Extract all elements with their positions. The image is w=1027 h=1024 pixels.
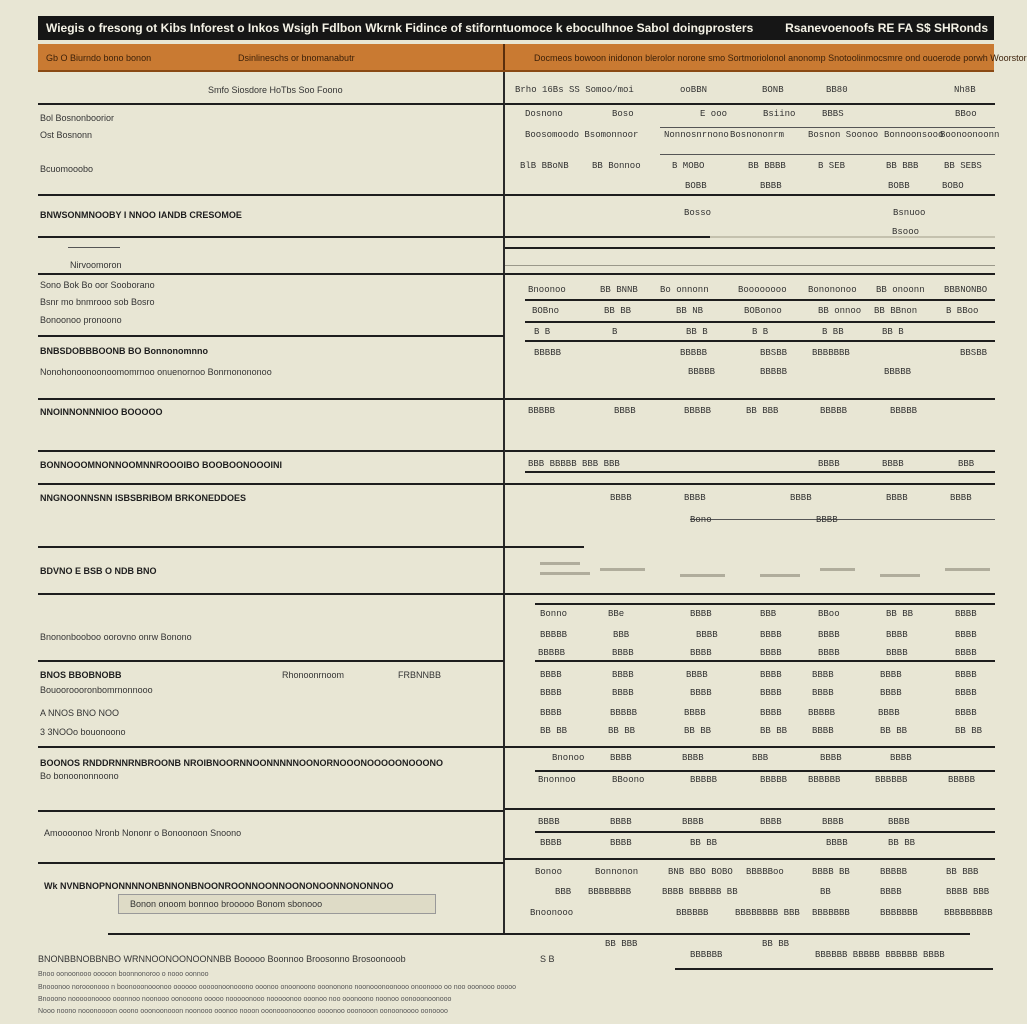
table-cell: BBBB BB — [812, 867, 850, 877]
left-label: Bnononbooboo oorovno onrw Bonono — [40, 632, 192, 642]
table-cell: B B — [534, 327, 551, 337]
table-cell: BBBB — [610, 838, 632, 848]
table-cell: BBBB — [760, 181, 782, 191]
table-cell: BBBBB — [528, 406, 556, 416]
table-cell: BBBB — [610, 753, 632, 763]
table-cell: BBBB — [955, 670, 977, 680]
table-cell: BBBB — [812, 726, 834, 736]
table-cell: BBBBBoo — [746, 867, 784, 877]
section-heading: BNWSONMNOOBY I NNOO IANDB CRESOMOE — [40, 210, 242, 220]
left-label: Amoooonoo Nronb Nononr o Bonoonoon Snoono — [44, 828, 242, 838]
table-cell: BBBB — [880, 887, 902, 897]
table-cell: BB SEBS — [944, 161, 982, 171]
table-cell: BBBB — [886, 648, 908, 658]
table-cell: BB — [820, 887, 831, 897]
header-middle-label: Dsinlineschs or bnomanabutr — [238, 53, 355, 63]
table-cell: BBBB — [790, 493, 812, 503]
table-cell: BBBB — [950, 493, 972, 503]
table-cell: BBBB — [612, 648, 634, 658]
table-cell: BBBNONBO — [944, 285, 988, 295]
table-cell: BBB — [555, 887, 572, 897]
table-cell: BB BB — [762, 939, 790, 949]
table-cell: BB Bonnoo — [592, 161, 641, 171]
table-cell: BBBB — [955, 688, 977, 698]
row-rule — [505, 858, 995, 860]
table-cell: Bo onnonn — [660, 285, 709, 295]
table-cell: BNB BBO BOBO — [668, 867, 733, 877]
table-cell: BBB — [760, 609, 777, 619]
row-rule — [505, 247, 995, 249]
table-cell: B BB — [822, 327, 844, 337]
table-cell: BBBB BBBBBB BB — [662, 887, 738, 897]
table-cell: BBBBB — [684, 406, 712, 416]
table-cell: BBBBB — [884, 367, 912, 377]
row-rule — [505, 103, 995, 105]
table-cell: BBBB — [820, 753, 842, 763]
table-cell: BBBB — [955, 630, 977, 640]
left-label: Nirvoomoron — [70, 260, 122, 270]
row-rule — [535, 831, 995, 833]
table-cell: BBBB — [818, 648, 840, 658]
table-cell: Bnonoo — [552, 753, 585, 763]
table-cell: BBSBB — [760, 348, 788, 358]
table-cell: BBBB — [682, 817, 704, 827]
faded-mark — [710, 236, 995, 238]
table-cell: B — [612, 327, 618, 337]
table-cell: BBBB — [684, 708, 706, 718]
table-cell: BB BB — [886, 609, 914, 619]
row-rule — [38, 483, 504, 485]
row-rule — [505, 398, 995, 400]
table-cell: BBBB — [540, 670, 562, 680]
table-cell: BBBBBBB — [880, 908, 918, 918]
header-separator — [503, 44, 505, 70]
footer-note: Bnooono nooooonoooo ooonnoo noonooo oonooono ooooo nooooonooo nooooonoo ooonoo noo ooonoono noonoo oonooonoonooo — [38, 996, 452, 1003]
table-cell: BBBBB — [890, 406, 918, 416]
row-rule — [38, 194, 504, 196]
faded-mark — [680, 574, 725, 577]
row-rule — [38, 398, 504, 400]
row-rule — [525, 340, 995, 342]
row-rule — [38, 273, 504, 275]
left-label: Bouooroooronbomrnonnooo — [40, 685, 153, 695]
table-cell: BB B — [882, 327, 904, 337]
table-cell: BB BB — [684, 726, 712, 736]
table-cell: BBBB — [540, 688, 562, 698]
table-cell: B MOBO — [672, 161, 705, 171]
table-cell: BBBB — [610, 493, 632, 503]
table-cell: BBBB — [886, 493, 908, 503]
table-cell: BBBB — [955, 708, 977, 718]
column-header-band — [38, 44, 1027, 72]
table-cell: BBBBBBB — [812, 348, 850, 358]
section-heading: NNGNOONNSNN ISBSBRIBOM BRKONEDDOES — [40, 493, 247, 503]
table-cell: BlB BBoNB — [520, 161, 569, 171]
table-cell: BBBB — [822, 817, 844, 827]
table-cell: BB BB — [608, 726, 636, 736]
footer-label: S B — [540, 954, 555, 964]
table-cell: Boooooooo — [738, 285, 787, 295]
table-cell: Brho 16Bs SS Somoo/moi — [515, 85, 634, 95]
table-cell: BBBB — [890, 753, 912, 763]
table-cell: BBBBBBBB — [588, 887, 632, 897]
section-heading: BDVNO E BSB O NDB BNO — [40, 566, 157, 576]
table-cell: BB BBB — [886, 161, 919, 171]
table-cell: BBBB — [684, 493, 706, 503]
table-cell: BBBBBB BBBBB BBBBBB BBBB — [815, 950, 945, 960]
table-cell: BB80 — [826, 85, 848, 95]
header-right-label: Docmeos bowoon inidonon blerolor norone smo Sortmoriolonol anonomp Snotoolinmocsmre ond ouoerode porwh Woorstor — [534, 53, 1027, 63]
table-cell: BBe — [608, 609, 625, 619]
section-heading: BNBSDOBBBOONB BO Bonnonomnno — [40, 346, 208, 356]
row-rule — [38, 450, 504, 452]
left-label: Bonoonoo pronoono — [40, 315, 122, 325]
table-cell: BBBB BBB — [946, 887, 990, 897]
table-cell: BB BNNB — [600, 285, 638, 295]
table-cell: BBBBB — [808, 708, 836, 718]
table-cell: BB NB — [676, 306, 704, 316]
table-cell: BBBB — [540, 838, 562, 848]
table-cell: BBBBB — [948, 775, 976, 785]
table-cell: BBBB — [888, 817, 910, 827]
table-cell: BB onoonn — [876, 285, 925, 295]
footer-heading: BNONBBNOBBNBO WRNNOONOONOONNBB Booooo Boonnoo Broosonno Brosoonooob — [38, 954, 406, 964]
table-cell: BBB — [613, 630, 630, 640]
left-label: Rhonoonrnoom — [282, 670, 345, 680]
table-cell: BBBBB — [760, 367, 788, 377]
left-label: A NNOS BNO NOO — [40, 708, 120, 718]
row-rule — [505, 194, 995, 196]
table-cell: BBBB — [696, 630, 718, 640]
table-cell: BBoo — [955, 109, 977, 119]
row-rule — [38, 546, 584, 548]
table-cell: BBBB — [610, 817, 632, 827]
row-rule — [505, 746, 995, 748]
table-cell: BBBB — [818, 459, 840, 469]
left-label: Ost Bosnonn — [40, 130, 93, 140]
table-cell: BB onnoo — [818, 306, 862, 316]
table-cell: BBBB — [955, 609, 977, 619]
faded-mark — [820, 568, 855, 571]
section-heading: NNOINNONNNIOO BOOOOO — [40, 407, 163, 417]
table-cell: Bonno — [540, 609, 568, 619]
row-rule — [38, 660, 504, 662]
section-heading: BOONOS RNDDRNNRNBROONB NROIBNOORNNOONNNNNOONORNOOONOOOOONOOONO — [40, 758, 444, 768]
table-cell: BBBBBB — [875, 775, 908, 785]
row-rule — [525, 321, 995, 323]
table-cell: BBBBB — [760, 775, 788, 785]
table-cell: BBBBB — [538, 648, 566, 658]
table-cell: Bsnuoo — [893, 208, 926, 218]
table-cell: BB BB — [604, 306, 632, 316]
faded-mark — [880, 574, 920, 577]
table-cell: BBoono — [612, 775, 645, 785]
table-cell: BBBB — [690, 609, 712, 619]
row-rule — [675, 968, 993, 970]
table-cell: BB BB — [955, 726, 983, 736]
report-subtitle: Rsanevoenoofs RE FA S$ SHRonds — [785, 21, 988, 35]
table-cell: BBBBB — [610, 708, 638, 718]
table-cell: Bsooo — [892, 227, 920, 237]
table-cell: BBBB — [614, 406, 636, 416]
footer-note: Nooo noono nooonoooon ooono ooonoonooon noonooo ooonoo nooon ooonooonooonoo oooonoo ooonooon oonoonoooo oonoooo — [38, 1008, 448, 1015]
table-cell: BB BB — [540, 726, 568, 736]
left-label: 3 3NOOo bouonoono — [40, 727, 126, 737]
table-cell: ooBBN — [680, 85, 708, 95]
table-cell: BBBB — [538, 817, 560, 827]
row-rule — [505, 483, 995, 485]
row-rule — [38, 103, 504, 105]
table-cell: BBBB — [880, 688, 902, 698]
table-cell: Nonnosnrnono — [664, 130, 729, 140]
table-cell: BBBB — [886, 630, 908, 640]
row-rule — [505, 808, 995, 810]
table-cell: BBBB — [955, 648, 977, 658]
row-rule — [660, 127, 995, 128]
table-cell: BBoo — [818, 609, 840, 619]
row-rule — [38, 335, 504, 337]
table-cell: BBBB — [760, 688, 782, 698]
table-cell: Boonoonoonn — [940, 130, 1000, 140]
table-cell: BBBBBB — [676, 908, 709, 918]
table-cell: Bsiino — [763, 109, 796, 119]
row-rule — [535, 603, 995, 605]
faded-mark — [945, 568, 990, 571]
faded-mark — [760, 574, 800, 577]
table-cell: Bonnonon — [595, 867, 639, 877]
row-rule — [505, 265, 995, 266]
table-cell: Nh8B — [954, 85, 976, 95]
left-heading: Smfo Siosdore HoTbs Soo Foono — [208, 85, 343, 95]
row-rule — [690, 519, 995, 520]
table-cell: Bonoo — [535, 867, 563, 877]
table-cell: E ooo — [700, 109, 728, 119]
table-cell: Boosomoodo Bsomonnoor — [525, 130, 639, 140]
table-cell: BBBB — [686, 670, 708, 680]
report-title: Wiegis o fresong ot Kibs Inforest o Inkos Wsigh Fdlbon Wkrnk Fidince of stiforntuomoce k eboculhnoe Sabol doingprosters — [46, 21, 754, 35]
title-bar — [38, 16, 994, 40]
table-cell: BBBS — [822, 109, 844, 119]
table-cell: BOBB — [888, 181, 910, 191]
left-label: FRBNNBB — [398, 670, 442, 680]
table-cell: Dosnono — [525, 109, 563, 119]
table-cell: BBBB — [882, 459, 904, 469]
section-heading: BNOS BBOBNOBB — [40, 670, 122, 680]
table-cell: BBBB — [760, 708, 782, 718]
table-cell: BONB — [762, 85, 784, 95]
table-cell: BBBB — [760, 648, 782, 658]
row-rule — [535, 770, 995, 772]
section-heading: Wk NVNBNOPNONNNNONBNNONBNOONROONNOONNOONONOONNONONNOO — [44, 881, 394, 891]
table-cell: Bosnononrm — [730, 130, 785, 140]
table-cell: BBBBB — [688, 367, 716, 377]
table-cell: BBB — [752, 753, 769, 763]
table-cell: Bono — [690, 515, 712, 525]
table-cell: BBBB — [612, 688, 634, 698]
table-cell: BOBB — [685, 181, 707, 191]
left-label: Bonon onoom bonnoo brooooo Bonom sbonooo — [130, 899, 323, 909]
table-cell: BBBBBBBB BBB — [735, 908, 800, 918]
left-label: Bcuomooobo — [40, 164, 94, 174]
table-cell: BOBno — [532, 306, 560, 316]
table-cell: BOBO — [942, 181, 964, 191]
table-cell: BB BBnon — [874, 306, 918, 316]
table-cell: BB BB — [760, 726, 788, 736]
table-cell: BBBB — [682, 753, 704, 763]
table-cell: BBBBB — [690, 775, 718, 785]
column-divider — [503, 72, 505, 934]
table-cell: B BBoo — [946, 306, 979, 316]
table-cell: BBBB — [760, 670, 782, 680]
table-cell: BBBBBBBBB — [944, 908, 993, 918]
table-cell: BBBB — [540, 708, 562, 718]
row-rule — [38, 862, 504, 864]
table-cell: BBB — [958, 459, 975, 469]
table-cell: BB BB — [690, 838, 718, 848]
table-cell: BB BBB — [946, 867, 979, 877]
row-rule — [38, 746, 504, 748]
row-rule — [505, 593, 995, 595]
table-cell: Bonnoonsooo — [884, 130, 944, 140]
table-cell: BBBB — [816, 515, 838, 525]
left-label: Bsnr mo bnmrooo sob Bosro — [40, 297, 155, 307]
left-label: Sono Bok Bo oor Sooborano — [40, 280, 155, 290]
faded-mark — [540, 572, 590, 575]
table-cell: Bnoonoo — [528, 285, 566, 295]
table-cell: Bosso — [684, 208, 712, 218]
table-cell: BBB BBBBB BBB BBB — [528, 459, 620, 469]
table-cell: Bnonnoo — [538, 775, 576, 785]
row-rule — [505, 450, 995, 452]
table-cell: B B — [752, 327, 769, 337]
row-rule — [68, 247, 120, 248]
row-rule — [525, 299, 995, 301]
table-cell: BBBB — [818, 630, 840, 640]
table-cell: BBBBB — [880, 867, 908, 877]
table-cell: BOBonoo — [744, 306, 782, 316]
faded-mark — [600, 568, 645, 571]
table-cell: BBSBB — [960, 348, 988, 358]
table-cell: B SEB — [818, 161, 846, 171]
row-rule — [505, 236, 710, 238]
table-cell: BBBB — [812, 670, 834, 680]
row-rule — [108, 933, 970, 935]
table-cell: BBBB — [690, 648, 712, 658]
table-cell: BBBB — [690, 688, 712, 698]
table-cell: BBBBBB — [690, 950, 723, 960]
row-rule — [525, 471, 995, 473]
table-cell: BB BBB — [605, 939, 638, 949]
table-cell: BBBBB — [680, 348, 708, 358]
section-heading: BONNOOOMNONNOOMNNROOOIBO BOOBOONOOOINI — [40, 460, 282, 470]
table-cell: BBBB — [760, 817, 782, 827]
row-rule — [38, 236, 504, 238]
table-cell: Bnoonooo — [530, 908, 574, 918]
table-cell: BBBB — [826, 838, 848, 848]
row-rule — [38, 810, 504, 812]
table-cell: Bonononoo — [808, 285, 857, 295]
row-rule — [535, 660, 995, 662]
table-cell: BB B — [686, 327, 708, 337]
table-cell: BBBB — [880, 670, 902, 680]
table-cell: BBBBBB — [808, 775, 841, 785]
table-cell: BBBBB — [540, 630, 568, 640]
table-cell: Bosnon Soonoo — [808, 130, 879, 140]
table-cell: BB BB — [880, 726, 908, 736]
row-rule — [38, 593, 504, 595]
footer-note: Bnoo oonoonooo ooooon boonnonoroo o nooo oonnoo — [38, 971, 209, 978]
table-cell: BB BBB — [746, 406, 779, 416]
table-cell: BBBBB — [534, 348, 562, 358]
table-cell: BB BB — [888, 838, 916, 848]
left-label: Bol Bosnonboorior — [40, 113, 115, 123]
footer-note: Bnooonoo norooonooo n boonooonooonoo oooooo ooooonoonooono ooonoo onoonoono ooononono noonooonoonooo onoonooo oo noo ooonooo ooooo — [38, 984, 517, 991]
left-label: Nonohonoonoonoomomrnoo onuenornoo Bonrnonononoo — [40, 367, 272, 377]
left-label: Bo bonoononnoono — [40, 771, 119, 781]
row-rule — [505, 273, 995, 275]
table-cell: BBBBBBB — [812, 908, 850, 918]
table-cell: BBBB — [878, 708, 900, 718]
table-cell: BBBBB — [820, 406, 848, 416]
faded-mark — [540, 562, 580, 565]
table-cell: Boso — [612, 109, 634, 119]
table-cell: BB BBBB — [748, 161, 786, 171]
table-cell: BBBB — [612, 670, 634, 680]
row-rule — [660, 154, 995, 155]
table-cell: BBBB — [760, 630, 782, 640]
table-cell: BBBB — [812, 688, 834, 698]
header-left-label: Gb O Biurndo bono bonon — [46, 53, 152, 63]
